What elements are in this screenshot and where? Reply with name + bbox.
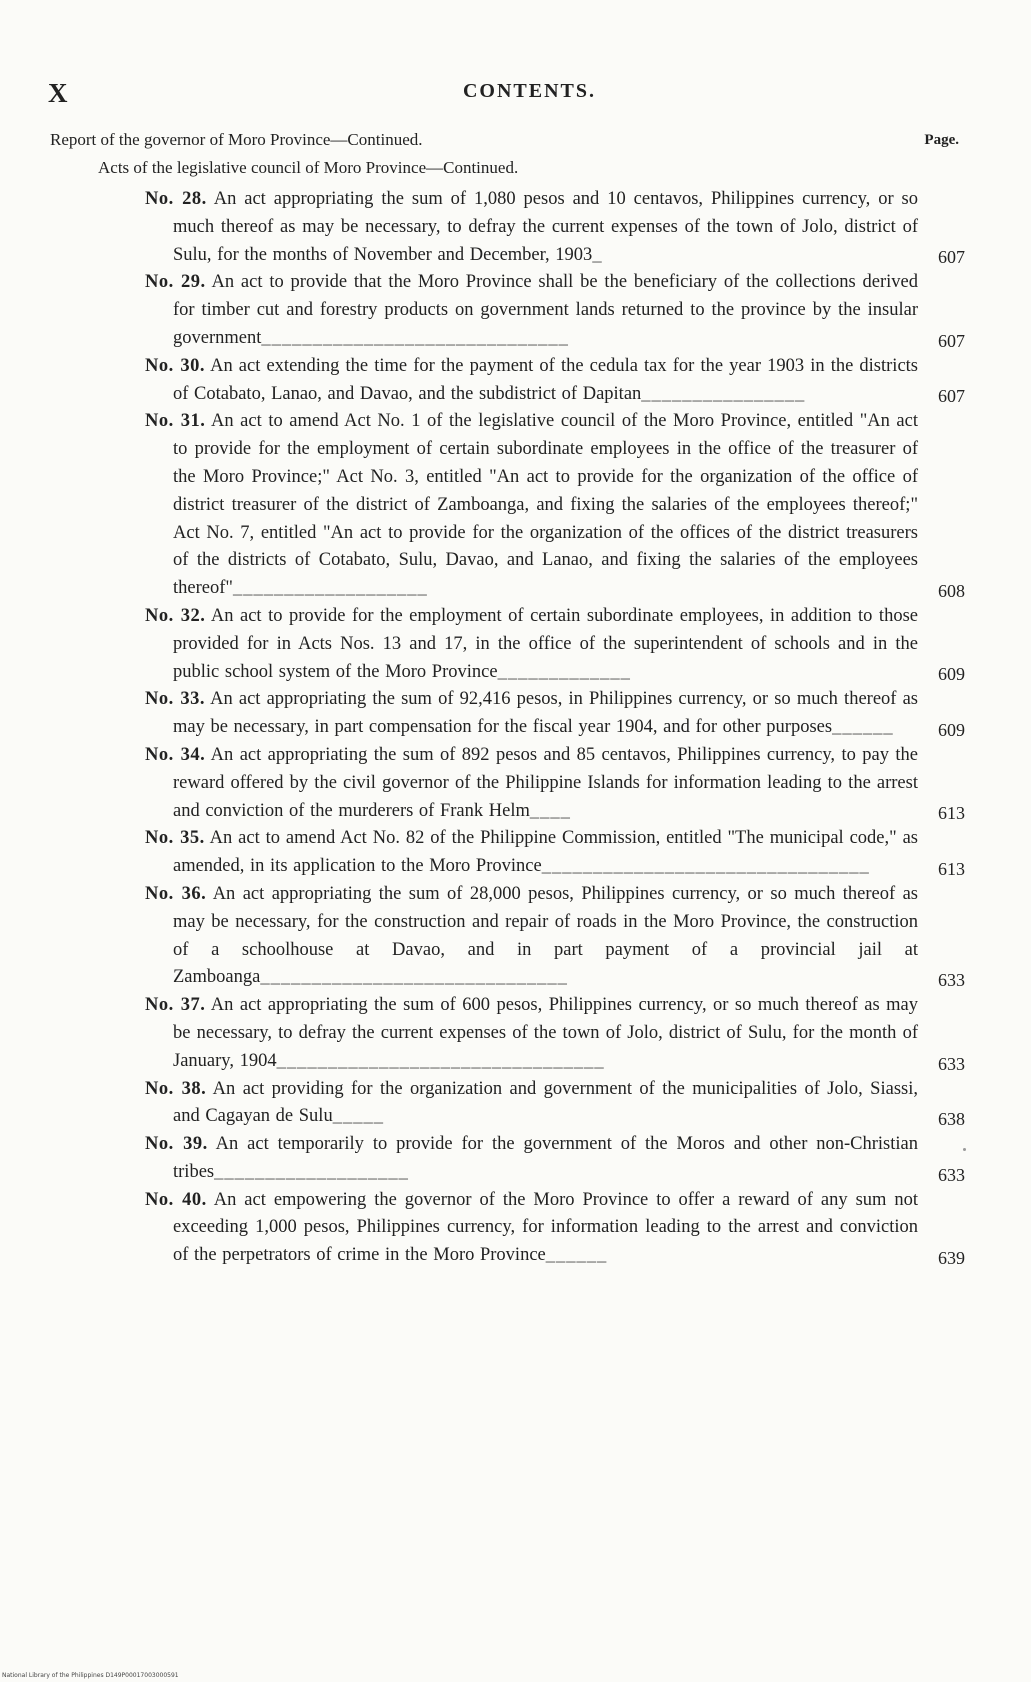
page-number: 638	[938, 1109, 965, 1130]
act-description: An act appropriating the sum of 892 pesos and 85 centavos, Philippines currency, to pay the reward offered by the civil governor of the Philippine Islands for information leading to the arrest and conviction of the murderers of Frank Helm	[173, 744, 918, 821]
page-number: 607	[938, 247, 965, 268]
act-number: No. 35.	[145, 828, 205, 849]
act-number: No. 28.	[145, 189, 207, 209]
entry-text	[145, 686, 918, 742]
page-number: 639	[938, 1248, 965, 1269]
entry-text	[145, 1187, 918, 1270]
dot-leader: _____	[332, 1106, 384, 1127]
page-title: CONTENTS.	[462, 80, 597, 102]
act-number: No. 33.	[145, 689, 205, 710]
page-number: 633	[938, 1164, 965, 1185]
footer-credit: National Library of the Philippines D149P00017003000591	[2, 1672, 179, 1679]
speck	[963, 1148, 966, 1151]
act-description: An act extending the time for the payment of the cedula tax for the year 1903 in the districts of Cotabato, Lanao, and Davao, and the subdistrict of Dapitan	[173, 355, 918, 404]
contents-entry	[145, 881, 965, 992]
act-number: No. 36.	[145, 883, 207, 904]
page-number: 609	[938, 719, 965, 740]
page-number: 613	[938, 858, 965, 879]
dot-leader: ________________	[641, 383, 806, 404]
page-number: 609	[938, 664, 965, 685]
page-number: 607	[938, 330, 965, 351]
act-number: No. 31.	[145, 411, 206, 432]
contents-entry	[145, 992, 965, 1075]
dot-leader: ______________________________	[261, 327, 569, 348]
contents-entry	[145, 1076, 965, 1132]
contents-entry	[145, 1187, 965, 1270]
act-description: An act appropriating the sum of 600 pesos, Philippines currency, or so much thereof as may be necessary, to defray the current expenses of the town of Jolo, district of Sulu, for the month of January, 1904	[173, 995, 918, 1071]
page-header	[48, 78, 971, 108]
act-number: No. 29.	[145, 272, 206, 293]
page-number: 608	[938, 580, 965, 601]
dot-leader: ______________________________	[260, 967, 568, 988]
page-numeral: X	[48, 78, 69, 108]
act-description: An act to provide for the employment of certain subordinate employees, in addition to those provided for in Acts Nos. 13 and 17, in the office of the superintendent of schools and in the public school system of the Moro Province	[173, 605, 918, 682]
report-heading: Report of the governor of Moro Province—Continued.	[50, 130, 423, 149]
entry-text	[145, 353, 918, 409]
acts-subheading: Acts of the legislative council of Moro Province—Continued.	[98, 158, 519, 177]
entry-text	[145, 992, 918, 1075]
contents-entry	[145, 186, 965, 269]
contents-entry	[145, 1131, 965, 1187]
contents-entry	[145, 825, 965, 881]
entry-text	[145, 186, 918, 269]
dot-leader: ________________________________	[276, 1050, 605, 1071]
act-number: No. 38.	[145, 1078, 207, 1099]
entry-text	[145, 408, 918, 603]
dot-leader: ___________________	[232, 578, 428, 599]
act-description: An act to amend Act No. 82 of the Philippine Commission, entitled "The municipal code," as amended, in its application to the Moro Province	[173, 828, 918, 877]
dot-leader: ______	[832, 717, 894, 738]
act-description: An act empowering the governor of the Moro Province to offer a reward of any sum not exceeding 1,000 pesos, Philippines currency, for information leading to the arrest and conviction of the perpetrators of crime in the Moro Province	[173, 1189, 918, 1266]
act-description: An act to provide that the Moro Province shall be the beneficiary of the collections derived for timber cut and forestry products on government lands returned to the province by the insular government	[173, 272, 918, 348]
entry-text	[145, 603, 918, 686]
entry-text	[145, 1076, 918, 1132]
act-description: An act to amend Act No. 1 of the legislative council of the Moro Province, entitled "An act to provide for the employment of certain subordinate employees in the office of the treasurer of the Moro Province;" Act No. 3, entitled "An act to provide for the organization of the office of district treasurer of the district of Zamboanga, and fixing the salaries of the employees thereof;" Act No. 7, entitled "An act to provide for the organization of the offices of the district treasurers of the districts of Cotabato, Sulu, Davao, and Lanao, and fixing the salaries of the employees thereof"	[173, 411, 918, 599]
entry-text	[145, 825, 918, 881]
act-number: No. 34.	[145, 744, 206, 765]
act-description: An act providing for the organization and government of the municipalities of Jolo, Siassi, and Cagayan de Sulu	[173, 1078, 918, 1127]
contents-entry	[145, 353, 965, 409]
page-number: 633	[938, 970, 965, 991]
entry-text	[145, 881, 918, 992]
dot-leader: ____	[529, 800, 571, 821]
act-number: No. 40.	[145, 1189, 207, 1210]
page-number: 607	[938, 386, 965, 407]
dot-leader: ________________________________	[541, 856, 870, 877]
entry-text	[145, 742, 918, 825]
entry-text	[145, 1131, 918, 1187]
page-number: 633	[938, 1053, 965, 1074]
act-description: An act temporarily to provide for the government of the Moros and other non-Christian tribes	[173, 1134, 918, 1182]
contents-entry	[145, 686, 965, 742]
act-number: No. 32.	[145, 605, 206, 626]
page-number: 613	[938, 803, 965, 824]
act-number: No. 39.	[145, 1134, 208, 1155]
contents-entry	[145, 603, 965, 686]
dot-leader: _	[592, 244, 603, 265]
contents-list	[145, 186, 965, 1270]
contents-entry	[145, 269, 965, 352]
dot-leader: ______	[545, 1245, 608, 1266]
act-number: No. 37.	[145, 995, 206, 1016]
act-description: An act appropriating the sum of 28,000 pesos, Philippines currency, or so much thereof as may be necessary, for the construction and repair of roads in the Moro Province, the construction of a schoolhouse at Davao, and in part payment of a provincial jail at Zamboanga	[173, 883, 918, 988]
act-description: An act appropriating the sum of 92,416 pesos, in Philippines currency, or so much thereof as may be necessary, in part compensation for the fiscal year 1904, and for other purposes	[173, 689, 918, 738]
contents-entry	[145, 742, 965, 825]
contents-entry	[145, 408, 965, 603]
dot-leader: ___________________	[214, 1161, 409, 1182]
entry-text	[145, 269, 918, 352]
page-column-label: Page.	[924, 132, 959, 148]
dot-leader: _____________	[497, 661, 631, 682]
act-description: An act appropriating the sum of 1,080 pesos and 10 centavos, Philippines currency, or so much thereof as may be necessary, to defray the current expenses of the town of Jolo, district of Sulu, for the months of November and December, 1903	[173, 189, 918, 265]
act-number: No. 30.	[145, 355, 205, 376]
